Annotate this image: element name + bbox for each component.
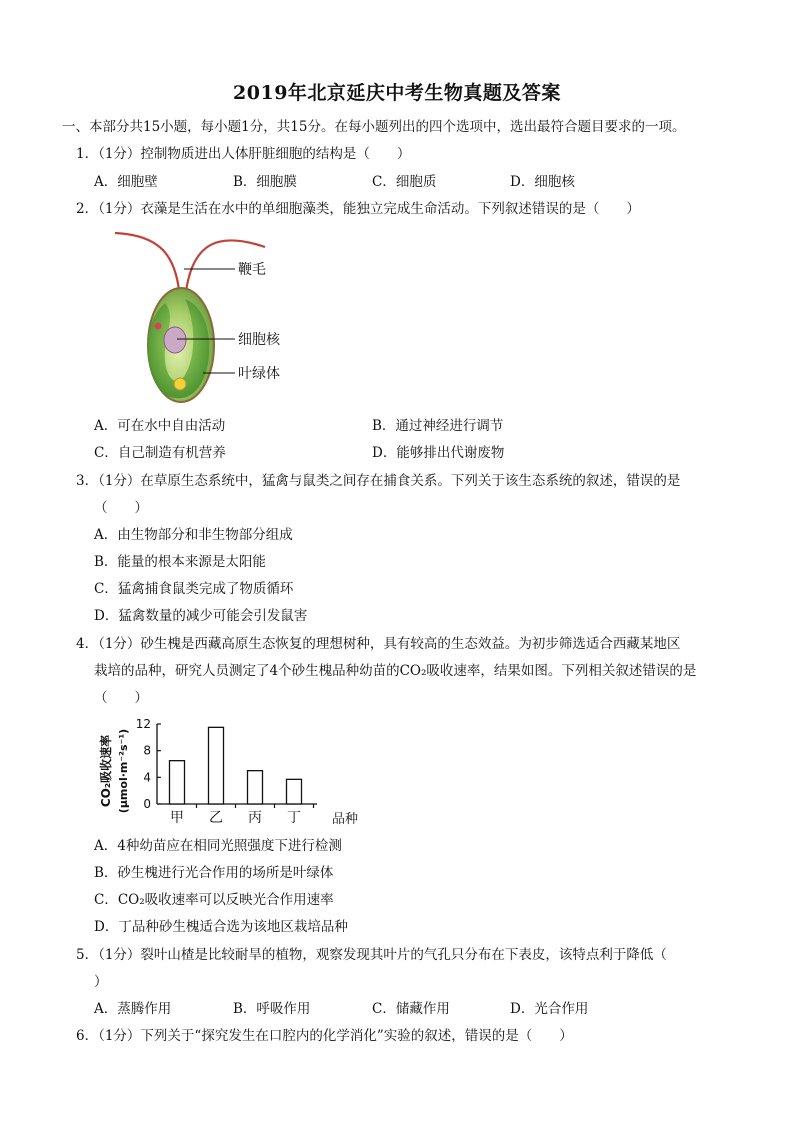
q2-option-c: C．自己制造有机营养 — [94, 445, 226, 461]
question-5-stem: 5．（1分）裂叶山楂是比较耐旱的植物，观察发现其叶片的气孔只分布在下表皮，该特点利于降低（ — [76, 947, 667, 963]
bar-丙 — [248, 771, 263, 804]
question-5-stem-cont: ） — [94, 974, 108, 990]
question-6-stem: 6．（1分）下列关于“探究发生在口腔内的化学消化”实验的叙述，错误的是（ ） — [76, 1028, 573, 1044]
nucleus — [164, 327, 186, 353]
question-3-stem: 3．（1分）在草原生态系统中，猛禽与鼠类之间存在捕食关系。下列关于该生态系统的叙述，错误的是 — [76, 473, 681, 489]
y-axis-label-line2: (μmol·m⁻²s⁻¹) — [117, 728, 130, 814]
category-label-乙: 乙 — [209, 810, 223, 826]
q3-option-a: A．由生物部分和非生物部分组成 — [94, 527, 293, 543]
x-axis-label: 品种 — [332, 812, 359, 827]
q1-option-a: A．细胞壁 — [94, 174, 158, 190]
question-2-stem: 2．（1分）衣藻是生活在水中的单细胞藻类，能独立完成生命活动。下列叙述错误的是（ ） — [76, 201, 640, 217]
question-3-stem-cont: （ ） — [94, 500, 148, 516]
page-title: 2019年北京延庆中考生物真题及答案 — [233, 82, 561, 104]
question-4-stem-line2: 栽培的品种，研究人员测定了4个砂生槐品种幼苗的CO₂吸收速率，结果如图。下列相关叙述错误的是 — [94, 663, 697, 679]
eyespot — [155, 323, 162, 330]
q5-option-b: B．呼吸作用 — [233, 1001, 311, 1017]
y-tick-label: 4 — [143, 770, 151, 785]
label-flagellum: 鞭毛 — [238, 262, 266, 278]
y-tick-label: 0 — [143, 797, 151, 811]
q4-option-c: C．CO₂吸收速率可以反映光合作用速率 — [94, 892, 334, 908]
q2-option-b: B．通过神经进行调节 — [372, 418, 504, 434]
co2-absorption-bar-chart — [95, 713, 360, 830]
pyrenoid — [174, 378, 186, 390]
bar-甲 — [170, 761, 185, 804]
q5-option-c: C．储藏作用 — [372, 1001, 450, 1017]
bar-乙 — [209, 727, 224, 804]
category-label-甲: 甲 — [170, 810, 184, 826]
question-4-stem: 4．（1分）砂生槐是西藏高原生态恢复的理想树种，具有较高的生态效益。为初步筛选适合西藏某地区 — [76, 636, 681, 652]
q5-option-d: D．光合作用 — [510, 1001, 589, 1017]
label-nucleus: 细胞核 — [238, 332, 280, 348]
category-label-丁: 丁 — [287, 810, 301, 826]
label-chloroplast: 叶绿体 — [238, 366, 280, 382]
q1-option-d: D．细胞核 — [510, 174, 575, 190]
q3-option-d: D．猛禽数量的减少可能会引发鼠害 — [94, 608, 308, 624]
chlamydomonas-figure — [105, 225, 325, 410]
q4-option-d: D．丁品种砂生槐适合选为该地区栽培品种 — [94, 919, 348, 935]
q4-option-b: B．砂生槐进行光合作用的场所是叶绿体 — [94, 865, 334, 881]
question-4-stem-line3: （ ） — [94, 690, 148, 706]
y-tick-label: 8 — [143, 743, 151, 758]
y-axis-label-line1: CO₂吸收速率 — [99, 734, 113, 808]
y-tick-label: 12 — [135, 717, 151, 731]
q2-option-d: D．能够排出代谢废物 — [372, 445, 505, 461]
q1-option-b: B．细胞膜 — [233, 174, 297, 190]
category-label-丙: 丙 — [248, 810, 262, 826]
q2-option-a: A．可在水中自由活动 — [94, 418, 226, 434]
q3-option-c: C．猛禽捕食鼠类完成了物质循环 — [94, 581, 294, 597]
section-heading: 一、本部分共15小题，每小题1分，共15分。在每小题列出的四个选项中，选出最符合题目要求的一项。 — [62, 119, 686, 135]
bar-丁 — [287, 779, 302, 804]
q4-option-a: A．4种幼苗应在相同光照强度下进行检测 — [94, 838, 342, 854]
q1-option-c: C．细胞质 — [372, 174, 437, 190]
q5-option-a: A．蒸腾作用 — [94, 1001, 172, 1017]
q3-option-b: B．能量的根本来源是太阳能 — [94, 554, 266, 570]
question-1-stem: 1．（1分）控制物质进出人体肝脏细胞的结构是（ ） — [76, 146, 411, 162]
